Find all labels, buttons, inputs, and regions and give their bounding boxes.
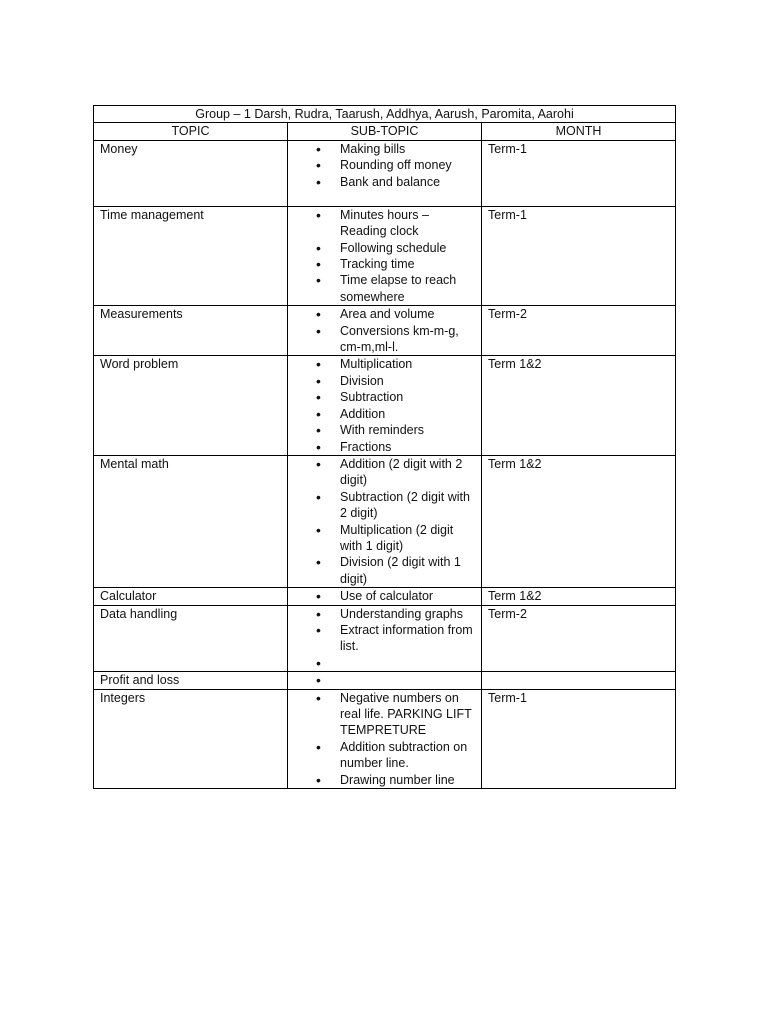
subtopic-item: • With reminders — [294, 422, 475, 438]
subtopic-item: • Subtraction — [294, 389, 475, 405]
subtopic-list — [294, 672, 475, 688]
subtopic-list — [294, 456, 475, 587]
table-row — [94, 672, 676, 689]
month-cell: Term-2 — [482, 605, 676, 672]
subtopic-item: • Tracking time — [294, 256, 475, 272]
subtopic-item: • Conversions km-m-g, cm-m,ml-l. — [294, 323, 475, 356]
subtopic-cell — [288, 206, 482, 305]
subtopic-item: • Subtraction (2 digit with 2 digit) — [294, 489, 475, 522]
subtopic-item: • Multiplication — [294, 356, 475, 372]
topic-cell: Calculator — [94, 588, 288, 605]
table-row — [94, 306, 676, 356]
subtopic-cell — [288, 588, 482, 605]
subtopic-item: • Addition (2 digit with 2 digit) — [294, 456, 475, 489]
subtopic-list — [294, 606, 475, 672]
subtopic-list — [294, 588, 475, 604]
subtopic-cell — [288, 140, 482, 206]
subtopic-item: • Following schedule — [294, 240, 475, 256]
topic-cell: Time management — [94, 206, 288, 305]
table-body — [94, 140, 676, 788]
table-row — [94, 689, 676, 788]
subtopic-cell — [288, 672, 482, 689]
subtopic-item: • Understanding graphs — [294, 606, 475, 622]
table-row — [94, 588, 676, 605]
subtopic-list — [294, 306, 475, 355]
topic-cell: Word problem — [94, 356, 288, 455]
header-topic: TOPIC — [94, 123, 288, 140]
subtopic-item: • Minutes hours – Reading clock — [294, 207, 475, 240]
table-row — [94, 140, 676, 206]
subtopic-item: • Area and volume — [294, 306, 475, 322]
subtopic-cell — [288, 605, 482, 672]
month-cell: Term 1&2 — [482, 356, 676, 455]
month-cell: Term-1 — [482, 140, 676, 206]
subtopic-item: • Division — [294, 373, 475, 389]
month-cell — [482, 672, 676, 689]
table-row — [94, 605, 676, 672]
subtopic-item: • Fractions — [294, 439, 475, 455]
subtopic-cell — [288, 306, 482, 356]
topic-cell: Mental math — [94, 455, 288, 587]
topic-cell: Data handling — [94, 605, 288, 672]
subtopic-item — [294, 672, 475, 688]
subtopic-item: • Time elapse to reach somewhere — [294, 272, 475, 305]
month-cell: Term 1&2 — [482, 455, 676, 587]
subtopic-item: • Bank and balance — [294, 174, 475, 190]
header-month: MONTH — [482, 123, 676, 140]
subtopic-list — [294, 207, 475, 305]
subtopic-item: • Drawing number line — [294, 772, 475, 788]
subtopic-item — [294, 655, 475, 671]
subtopic-item: • Division (2 digit with 1 digit) — [294, 554, 475, 587]
subtopic-list — [294, 356, 475, 454]
subtopic-item: • Extract information from list. — [294, 622, 475, 655]
subtopic-item: • Rounding off money — [294, 157, 475, 173]
subtopic-cell — [288, 455, 482, 587]
title-row — [94, 106, 676, 123]
subtopic-item: • Multiplication (2 digit with 1 digit) — [294, 522, 475, 555]
header-subtopic: SUB-TOPIC — [288, 123, 482, 140]
subtopic-item: • Making bills — [294, 141, 475, 157]
topic-cell: Measurements — [94, 306, 288, 356]
header-row — [94, 123, 676, 140]
topic-cell: Profit and loss — [94, 672, 288, 689]
subtopic-item: • Use of calculator — [294, 588, 475, 604]
subtopic-item: • Negative numbers on real life. PARKING LIFT TEMPRETURE — [294, 690, 475, 739]
topic-cell: Integers — [94, 689, 288, 788]
subtopic-list — [294, 690, 475, 788]
month-cell: Term 1&2 — [482, 588, 676, 605]
subtopic-item: • Addition subtraction on number line. — [294, 739, 475, 772]
table-row — [94, 455, 676, 587]
topic-cell: Money — [94, 140, 288, 206]
month-cell: Term-1 — [482, 206, 676, 305]
table-row — [94, 356, 676, 455]
subtopic-cell — [288, 689, 482, 788]
subtopic-item: • Addition — [294, 406, 475, 422]
group-title: Group – 1 Darsh, Rudra, Taarush, Addhya, Aarush, Paromita, Aarohi — [94, 106, 676, 123]
syllabus-table — [93, 105, 676, 789]
subtopic-list — [294, 141, 475, 190]
month-cell: Term-1 — [482, 689, 676, 788]
month-cell: Term-2 — [482, 306, 676, 356]
subtopic-cell — [288, 356, 482, 455]
table-row — [94, 206, 676, 305]
